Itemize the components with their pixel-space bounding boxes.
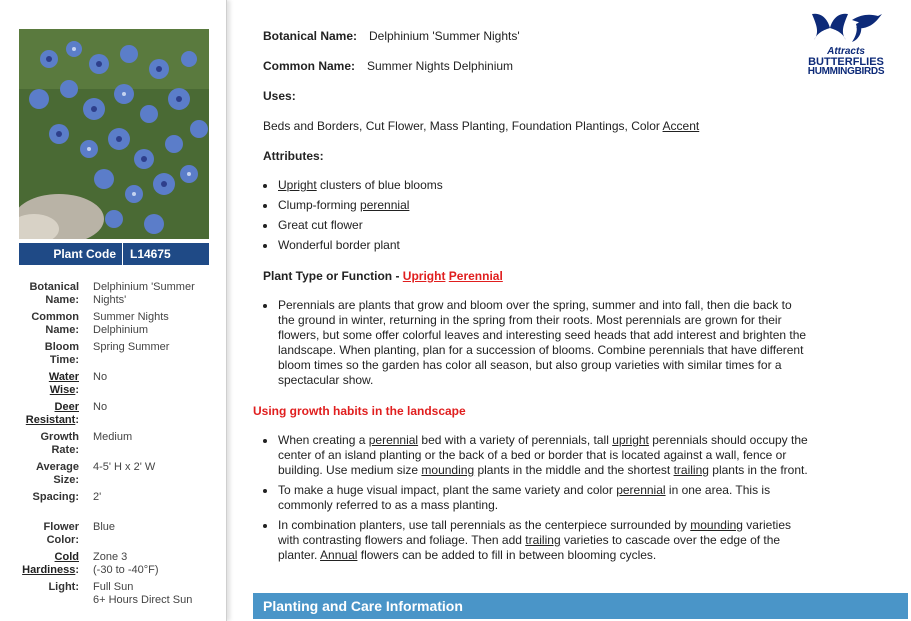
list-item — [263, 178, 443, 193]
attr-key: Color: — [46, 534, 79, 546]
attr-value: Medium — [93, 431, 133, 443]
plant-type-perennial-link[interactable]: Perennial — [448, 269, 503, 283]
attr-value: 2' — [93, 491, 102, 503]
attr-key: Botanical — [29, 281, 79, 293]
plant-photo — [19, 29, 209, 239]
common-name-value: Summer Nights Delphinium — [367, 59, 514, 73]
mounding-link[interactable]: mounding — [421, 463, 475, 477]
text: plants in the middle and the shortest — [474, 463, 674, 477]
text: In combination planters, use tall perennials as the centerpiece surrounded by — [278, 518, 691, 532]
common-name-label: Common Name: — [263, 59, 356, 73]
attr-key: Name: — [45, 294, 79, 306]
list-item: Great cut flower — [263, 218, 443, 233]
attr-colon: : — [75, 414, 79, 426]
butterfly-hummingbird-icon — [808, 10, 884, 44]
cold-hardiness-link[interactable]: Cold — [54, 551, 79, 563]
text: flowers can be added to fill in between blooming cycles. — [357, 548, 657, 562]
attr-key: Bloom — [44, 341, 79, 353]
perennial-link[interactable]: perennial — [616, 483, 666, 497]
uses-list: Beds and Borders, Cut Flower, Mass Planting, Foundation Plantings, Color — [263, 119, 660, 133]
attr-value: Spring Summer — [93, 341, 170, 353]
attr-value: (-30 to -40°F) — [93, 564, 159, 576]
attr-key: Common — [31, 311, 79, 323]
attr-key: Growth — [40, 431, 79, 443]
attributes-heading: Attributes: — [263, 149, 324, 163]
text: When creating a — [278, 433, 369, 447]
growth-habits-heading: Using growth habits in the landscape — [253, 404, 466, 418]
list-item: Perennials are plants that grow and bloom over the spring, summer and into fall, then die back to the ground in winter, returning in the spring from their roots. Most perennials are grown for their flowers, but some offer colorful leaves and interesting seed heads that add interest and brighten the landscape. When planting, plan for a succession of blooms. Combine perennials that have different bloom times so the garden has color all season, but also group varieties with similar times for a spectacular show. — [263, 298, 808, 388]
accent-link[interactable]: Accent — [662, 119, 700, 133]
list-item — [263, 518, 808, 563]
list-item-text: clusters of blue blooms — [316, 178, 443, 192]
mounding-link[interactable]: mounding — [690, 518, 743, 532]
plant-code-label: Plant Code — [19, 243, 123, 265]
perennial-link[interactable]: perennial — [360, 198, 410, 212]
trailing-link[interactable]: trailing — [673, 463, 709, 477]
perennial-info-list — [263, 298, 808, 388]
attributes-list — [263, 178, 443, 253]
attr-value: Delphinium 'Summer — [93, 281, 195, 293]
text: varieties with contrasting flowers and foliage. Then add — [278, 518, 791, 547]
attr-value: No — [93, 401, 108, 413]
attr-colon: : — [75, 384, 79, 396]
text: varieties to cascade over the edge of the planter. — [278, 533, 781, 562]
attr-key: Name: — [45, 324, 79, 336]
attr-key: Average — [35, 461, 79, 473]
list-item — [263, 433, 808, 478]
list-item: Wonderful border plant — [263, 238, 443, 253]
logo-line: Attracts — [827, 46, 865, 57]
deer-resistant-link[interactable]: Deer — [54, 401, 79, 413]
list-item — [263, 483, 808, 513]
list-item-text: Clump-forming — [278, 198, 361, 212]
text: bed with a variety of perennials, tall — [418, 433, 613, 447]
attr-value: No — [93, 371, 108, 383]
upright-link[interactable]: Upright — [278, 178, 317, 192]
attr-key: Spacing: — [32, 491, 79, 503]
botanical-name-label: Botanical Name: — [263, 29, 358, 43]
botanical-name-value: Delphinium 'Summer Nights' — [369, 29, 520, 43]
attr-value: Blue — [93, 521, 116, 533]
logo-line: HUMMINGBIRDS — [807, 66, 885, 77]
attr-value: Nights' — [93, 294, 127, 306]
attr-value: Summer Nights — [93, 311, 169, 323]
attr-key: Light: — [48, 581, 79, 593]
uses-text — [263, 119, 699, 133]
annual-link[interactable]: Annual — [320, 548, 358, 562]
attr-value: Delphinium — [93, 324, 149, 336]
attr-value: 6+ Hours Direct Sun — [93, 594, 193, 606]
perennial-link[interactable]: perennial — [368, 433, 419, 447]
logo-line: BUTTERFLIES — [808, 56, 884, 68]
uses-heading: Uses: — [263, 89, 296, 103]
list-item — [263, 198, 443, 213]
text: To make a huge visual impact, plant the same variety and color — [278, 483, 617, 497]
attracts-butterflies-hummingbirds-logo — [805, 10, 887, 80]
deer-resistant-link[interactable]: Resistant — [25, 414, 76, 426]
text: in one area. This is commonly referred to as a mass planting. — [278, 483, 771, 512]
text: perennials should occupy the center of an island planting or the back of a bed or border that is located against a wall, fence or building. Use medium size — [278, 433, 808, 477]
trailing-link[interactable]: trailing — [525, 533, 561, 547]
sidebar — [0, 0, 227, 621]
attr-key: Flower — [43, 521, 79, 533]
planting-care-section-header[interactable]: Planting and Care Information — [253, 593, 908, 619]
plant-type-upright-link[interactable]: Upright — [402, 269, 446, 283]
cold-hardiness-link[interactable]: Hardiness — [22, 564, 76, 576]
attr-colon: : — [75, 564, 79, 576]
text: plants in the front. — [708, 463, 808, 477]
attr-value: 4-5' H x 2' W — [93, 461, 156, 473]
attr-key: Size: — [53, 474, 79, 486]
plant-type-label: Plant Type or Function - — [263, 269, 403, 283]
plant-code-bar — [19, 243, 209, 265]
attr-value: Zone 3 — [93, 551, 128, 563]
upright-link[interactable]: upright — [612, 433, 649, 447]
attr-key: Time: — [49, 354, 79, 366]
attr-key: Rate: — [51, 444, 79, 456]
water-wise-link[interactable]: Water — [48, 371, 79, 383]
growth-habits-list — [263, 433, 808, 563]
attr-value: Full Sun — [93, 581, 134, 593]
water-wise-link[interactable]: Wise — [49, 384, 76, 396]
plant-code-value: L14675 — [130, 247, 171, 261]
plant-type-row — [263, 269, 503, 283]
